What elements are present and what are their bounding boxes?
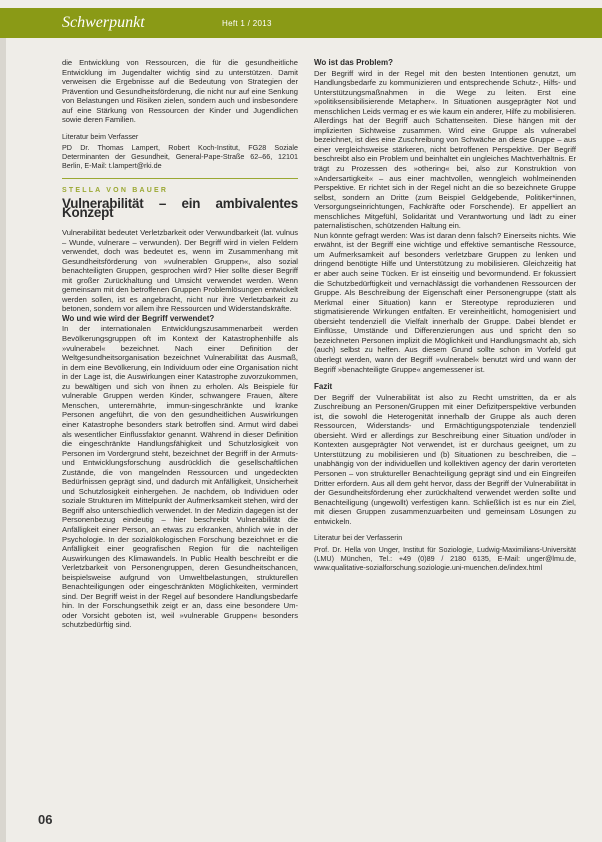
section-title: Schwerpunkt <box>62 14 145 31</box>
left-column <box>62 58 298 630</box>
article-author: STELLA VON BAUER <box>62 187 169 195</box>
subheading: Wo und wie wird der Begriff verwendet? <box>62 313 215 323</box>
right-column <box>314 58 576 572</box>
paragraph: die Entwicklung von Ressourcen, die für die gesundheitliche Entwicklung im Jugendalter wichtig sind zu unterstützen. Damit verweisen die Ergebnisse auf die Bedeutung von Strategien der Prävention und Gesundheitsförderung, die nicht nur auf eine Senkung von Belastungen und Risiken zielen, sondern auch und insbesondere auf eine Stärkung von Ressourcen der Kinder und Jugendlichen sowie deren Familien. <box>62 58 298 125</box>
subheading: Fazit <box>314 382 333 392</box>
author-contact: PD Dr. Thomas Lampert, Robert Koch-Institut, FG28 Soziale Determinanten der Gesundheit, General-Pape-Straße 62–66, 12101 Berlin, E-Mail: t.lampert@rki.de <box>62 143 298 171</box>
paragraph: In der internationalen Entwicklungszusammenarbeit werden Bevölkerungsgruppen oft im Kontext der Katastrophenhilfe als »vulnerabel« bezeichnet. Nach einer Definition der Weltgesundheitsorganisation bezeichnet Vulnerabilität das Ausmaß, in dem eine Bevölkerung, ein Individuum oder eine Organisation nicht in der Lage ist, die Auswirkungen einer Katastrophe zuvorzukommen, zu bewältigen und sich von ihnen zu erholen. Als Beispiele für vulnerable Gruppen werden Kinder, schwangere Frauen, ältere Menschen, unterernährte, immun-singeschränkte und kranke Personen angeführt, die von den gesundheitlichen Auswirkungen einer Katastrophe besonders stark betroffen sind. Armut wird dabei als wesentlicher Einflussfaktor genannt. Während in dieser Definition die eingeschränkte Handlungsfähigkeit und Schutzlosigkeit von Personen im Vordergrund steht, bezeichnet der Begriff in der Armuts- und Entwicklungsforschung ausdrücklich die gesellschaftlichen Zustände, die von mangelnden Ressourcen und ungedeckten Bedürfnissen geprägt sind, und dadurch mit Anfälligkeit, Unsicherheit und Schutzlosigkeit einhergehen. Je nachdem, ob Individuen oder soziale Strukturen im Mittelpunkt der Aufmerksamkeit stehen, wird der Begriff also unterschiedlich verwendet. In der Medizin dagegen ist der Personenbezug eindeutig – hier beschreibt Vulnerabilität die Anfälligkeit einer Person, an etwas zu erkranken, ähnlich wie in der Psychologie. In der sozialökologischen Forschung bezeichnet er die Anfälligkeit einer geografischen Region für die nachteiligen Auswirkungen des Klimawandels. In Public Health beschreibt er die Verletzbarkeit von Personengruppen, deren Gesundheitschancen, beispielsweise aufgrund von Umweltbelastungen, strukturellen Benachteiligungen oder eingeschränkten Möglichkeiten, vermindert sind. Der Begriff weist in der Regel auf besondere Handlungsbedarfe hin. In der Forschungsethik zeigt er an, dass eine besondere Um- oder Vorsicht geboten ist, weil »vulnerable Gruppen« besonders schutzbedürftig sind. <box>62 324 298 630</box>
article-title: Vulnerabilität – ein ambivalentes Konzept <box>62 195 298 221</box>
section-header-bar <box>0 8 602 38</box>
section-divider <box>62 178 298 179</box>
spacer <box>314 374 576 382</box>
page-edge-stripe <box>0 38 6 842</box>
literature-note: Literatur beim Verfasser <box>62 131 139 141</box>
paragraph: Der Begriff der Vulnerabilität ist also zu Recht umstritten, da er als Zuschreibung an Personen/Gruppen mit einer Defizitperspektive verbunden ist, die sowohl die Heterogenität innerhalb der Gruppe als auch deren Ressourcen, Widerstands- und Ermächtigungspotenziale tendenziell übersieht. Wird er allerdings zur Beschreibung einer Situation und/oder in Kontexten ausgeprägter Not verwendet, ist er durchaus geeignet, um zu Unterstützung zu mobilisieren und (b) Situationen zu beschreiben, die – unabhängig von der individuellen und kollektiven agency der darin verorteten Personen – von struktureller Benachteiligung geprägt sind und ein Eingreifen Dritter erfordern. Aus all dem geht hervor, dass der Begriff der Vulnerabilität in der Gesundheitsförderung eher zurückhaltend verwendet werden sollte und Benachteiligung (ungewollt) verfestigen kann. Schließlich ist es nur ein Ziel, mit diesen Gruppen zusammenzuarbeiten und gemeinsam Lösungen zu entwickeln. <box>314 392 576 526</box>
article-lead: Vulnerabilität bedeutet Verletzbarkeit oder Verwundbarkeit (lat. vulnus – Wunde, vulnerare – verwunden). Der Begriff wird in vielen Feldern verwendet, doch was bedeutet es, wenn im Zusammenhang mit Gesundheitsförderung von »vulnerablen Gruppen«, also sozial benachteiligten Gruppen, gesprochen wird? Hier sollte dieser Begriff mit großer Zurückhaltung und Umsicht verwendet werden. Wenn gemeinsam mit den betroffenen Gruppen Problemlösungen entwickelt werden sollen, ist es angebracht, nicht nur ihre Verletzbarkeit zu betonen, sondern vor allem ihre Ressourcen und Widerstandskräfte. <box>62 228 298 314</box>
page-number: 06 <box>38 812 53 827</box>
issue-label: Heft 1 / 2013 <box>222 19 272 28</box>
paragraph: Der Begriff wird in der Regel mit den besten Intentionen genutzt, um Handlungsbedarfe zu kommunizieren und entsprechende Schutz-, Hilfs- und Unterstützungsmaßnahmen in die Wege zu leiten. Erst eine »politiksensibilisierende Metapher«. In Situationen ausgeprägter Not und menschlichen Leids vermag er es wie kaum ein anderer, Hilfe zu mobilisieren. Allerdings hat der Begriff auch Schattenseiten. Diese hängen mit der implizierten Sichtweise zusammen. Wird eine Gruppe als vulnerabel bezeichnet, ist dies eine Zuschreibung von Schwäche an diese Gruppe – aus einer vergleichsweise stärkeren, nicht betroffenen Perspektive. Der Begriff beschreibt also ein Problem und beinhaltet ein ungleiches Machtverhältnis. Er trägt zu Prozessen des »othering« bei, also zur Konstruktion von »Andersartigkeit« – aus einer machtvollen, wenngleich wohlmeinenden Perspektive. Er richtet sich in der Regel nicht an die so bezeichnete Gruppe selbst, sondern an Dritte (zum Beispiel Geldgebende, Politiker*innen, Versorgungseinrichtungen, Fachkräfte oder Forschende). Er appelliert an menschliches Mitgefühl, Solidarität und Verantwortung und lädt zu einer paternalistischen, schützenden Haltung ein. <box>314 68 576 231</box>
author-contact: Prof. Dr. Hella von Unger, Institut für Soziologie, Ludwig-Maximilians-Universität (LMU) München, Tel.: +49 (0)89 / 2180 6135, E-Mail: unger@lmu.de, www.qualitative-sozialforschung.soziologie.uni-muenchen.de/index.html <box>314 544 576 572</box>
paragraph: Nun könnte gefragt werden: Was ist daran denn falsch? Einerseits nichts. Wie erwähnt, ist der Begriff eine wichtige und effektive semantische Ressource, um Aufmerksamkeit auf besonders verletzbare Gruppen zu lenken und dringend benötigte Hilfe und Unterstützung zu mobilisieren. Gleichzeitig hat er aber auch seine Tücken. Er ist einseitig und bevormundend. Er fokussiert die Schutzbedürftigkeit und vernachlässigt die vorhandenen Ressourcen der Gruppe. Als Beschreibung der Eigenschaft einer Personengruppe (statt als Merkmal einer Situation) kann er Stereotype reproduzieren und stigmatisierende Wirkungen entfalten. Er vereinheitlicht, homogenisiert und übersieht tendenziell die Vielfalt innerhalb der Gruppe. Dabei blendet er Einflüsse, Umstände und Differenzierungen aus und spricht den so bezeichneten Personen implizit die Möglichkeit und Handlungsmacht ab, sich (auch) selbst zu helfen. Aus diesem Grund sollte schon im Vorfeld gut überlegt werden, wann der Begriff »vulnerabel« benutzt wird und wann der Begriff »benachteiligte Gruppe« angemessener ist. <box>314 230 576 374</box>
subheading: Wo ist das Problem? <box>314 58 393 67</box>
literature-note: Literatur bei der Verfasserin <box>314 533 403 543</box>
